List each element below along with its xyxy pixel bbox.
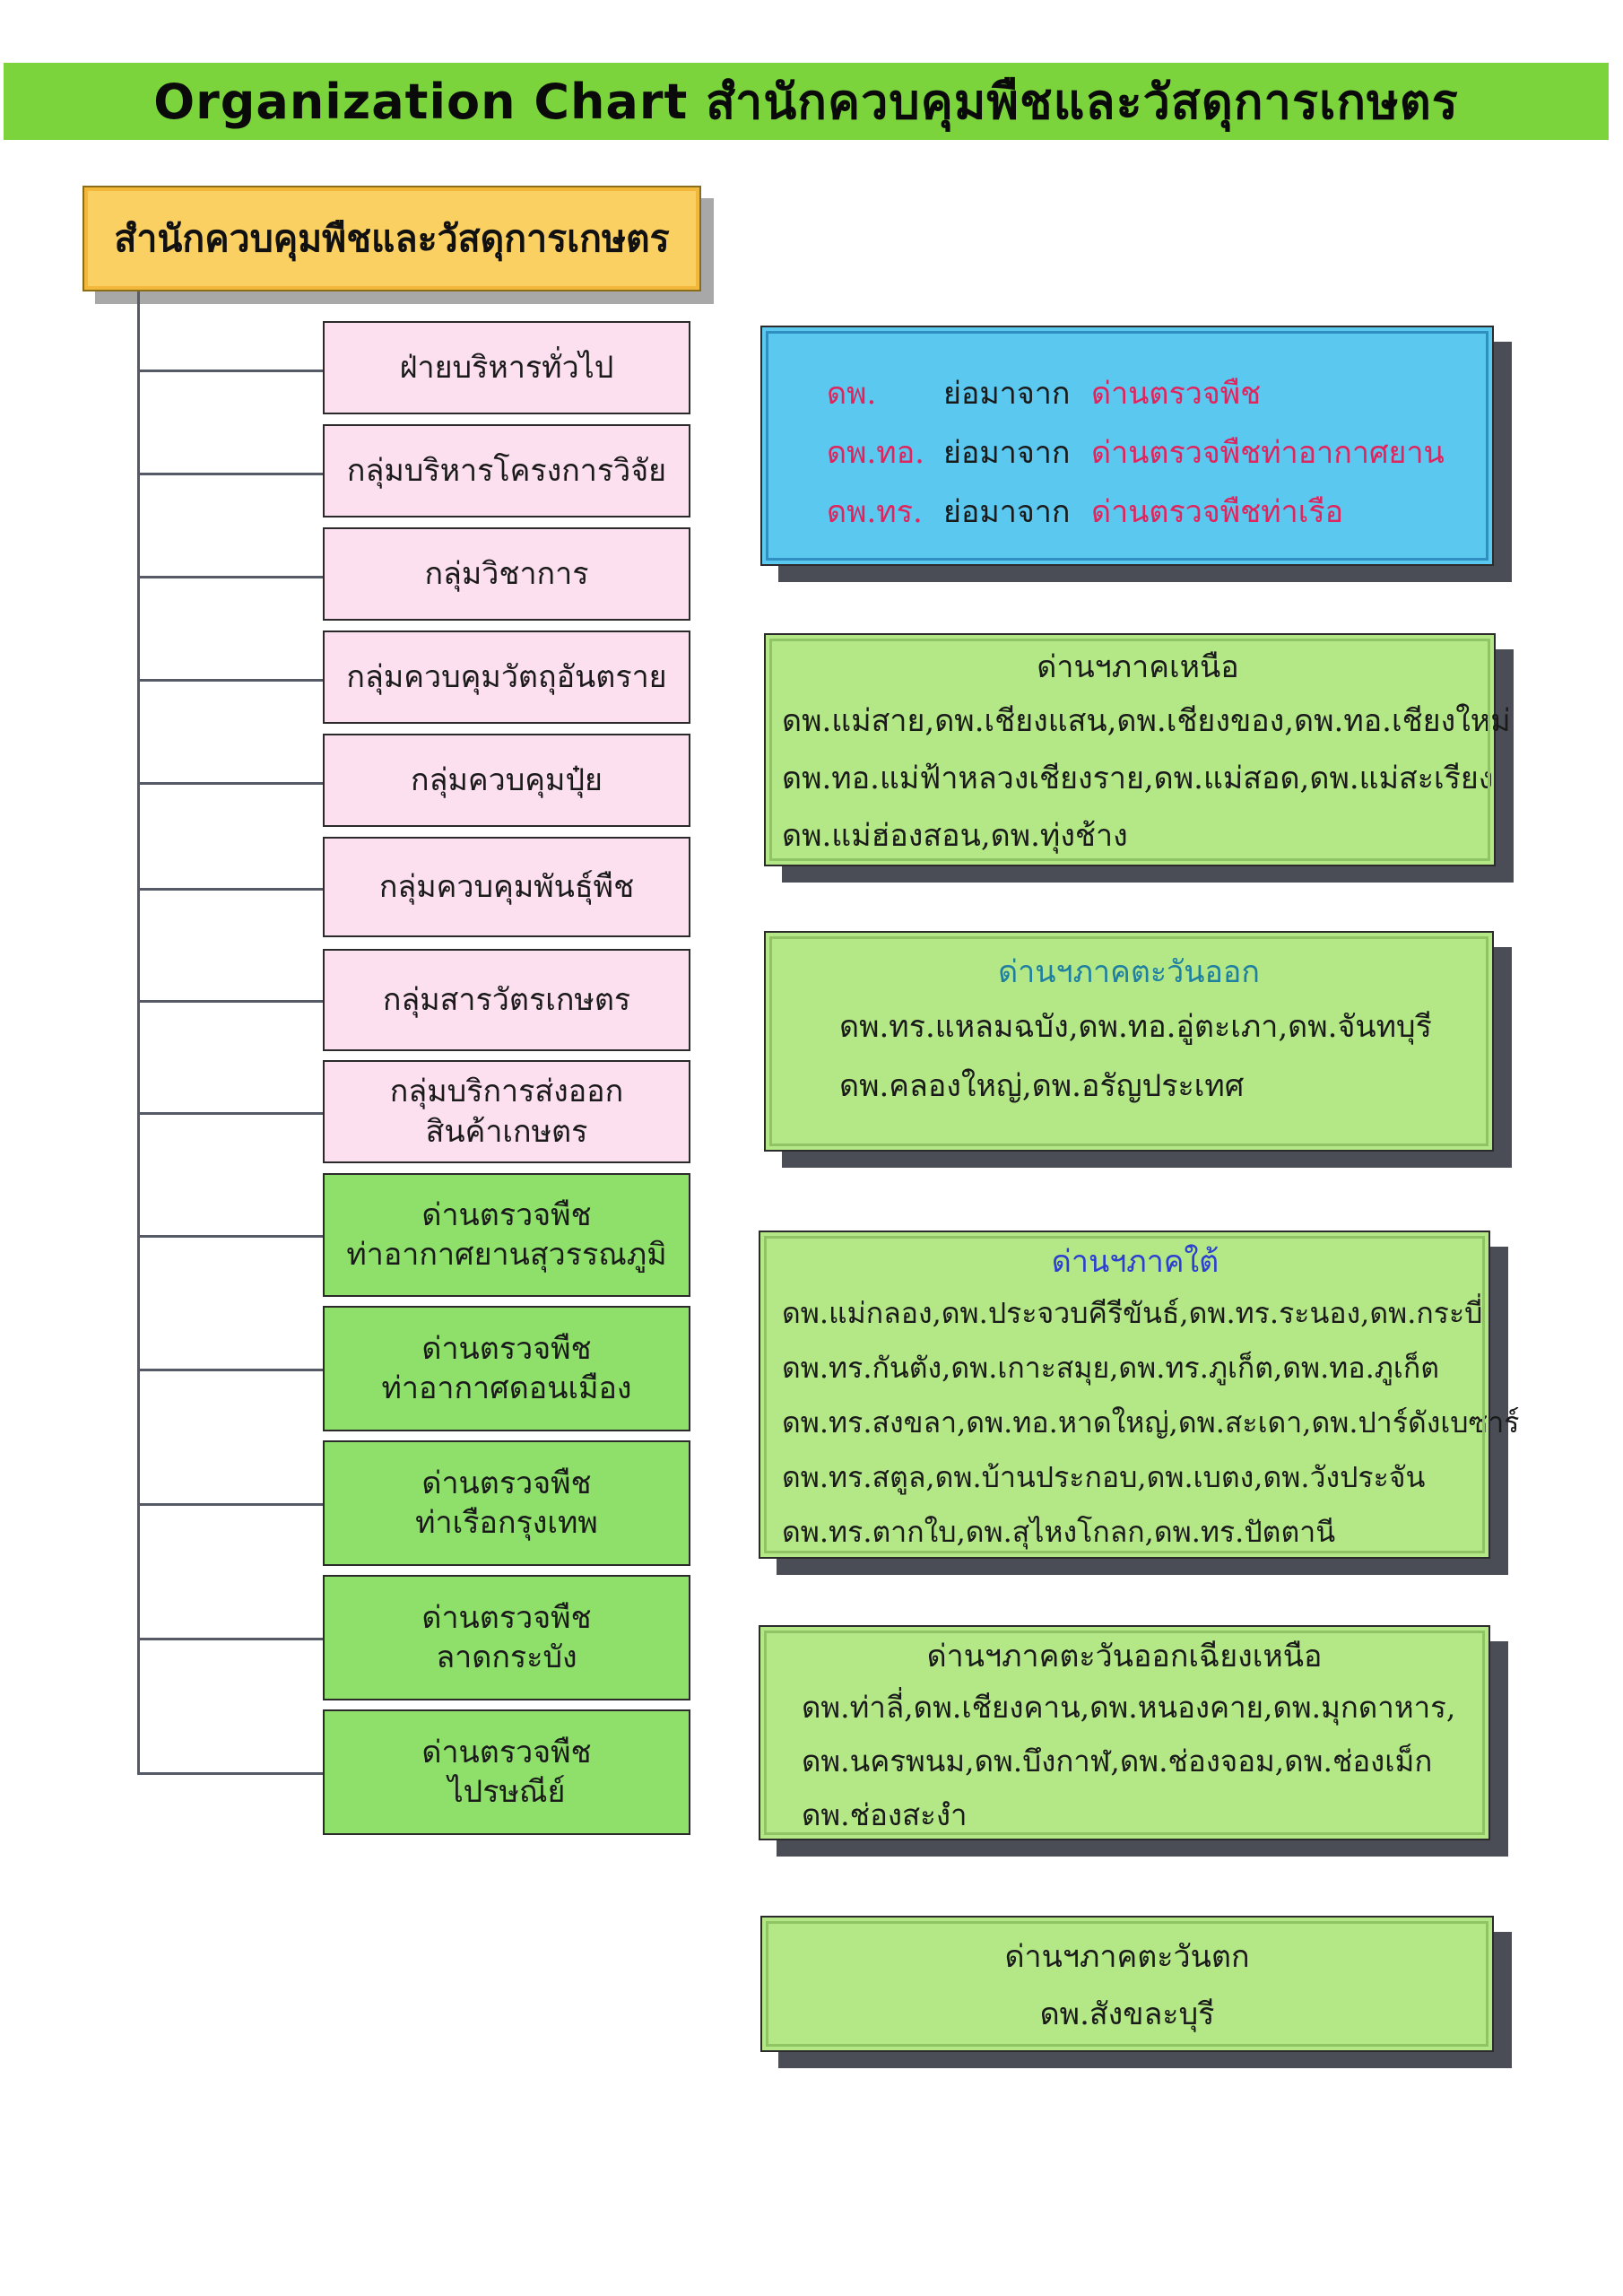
org-unit-line: กลุ่มควบคุมปุ๋ย: [411, 761, 603, 798]
org-branch-line: [137, 473, 323, 475]
org-branch-line: [137, 1369, 323, 1371]
org-branch-line: [137, 1000, 323, 1003]
region-line: ดพ.ท่าลี่,ดพ.เชียงคาน,ดพ.หนองคาย,ดพ.มุกดาหาร,: [802, 1690, 1456, 1725]
legend-connector: ย่อมาจาก: [943, 435, 1071, 471]
org-unit-line: ท่าอากาศดอนเมือง: [381, 1370, 632, 1406]
org-unit-line: กลุ่มบริหารโครงการวิจัย: [346, 452, 667, 489]
region-line: ดพ.คลองใหญ่,ดพ.อรัญประเทศ: [839, 1068, 1245, 1104]
legend-connector: ย่อมาจาก: [943, 376, 1071, 412]
org-branch-line: [137, 679, 323, 682]
region-title: ด่านฯภาคใต้: [1051, 1244, 1219, 1280]
region-title: ด่านฯภาคตะวันออกเฉียงเหนือ: [926, 1639, 1323, 1674]
region-line: ดพ.ทร.สตูล,ดพ.บ้านประกอบ,ดพ.เบตง,ดพ.วังประจัน: [782, 1460, 1426, 1494]
region-panel-south: [759, 1231, 1520, 1559]
org-unit-line: กลุ่มควบคุมพันธุ์พืช: [378, 868, 635, 905]
region-line: ดพ.นครพนม,ดพ.บึงกาฬ,ดพ.ช่องจอม,ดพ.ช่องเม็ก: [802, 1744, 1433, 1779]
org-unit: [323, 837, 690, 937]
org-unit-line: กลุ่มบริการส่งออก: [389, 1074, 624, 1110]
org-branch-line: [137, 782, 323, 785]
org-branch-line: [137, 1503, 323, 1506]
legend-connector: ย่อมาจาก: [943, 494, 1071, 530]
org-branch-line: [137, 1772, 323, 1775]
region-line: ดพ.ทอ.แม่ฟ้าหลวงเชียงราย,ดพ.แม่สอด,ดพ.แม่สะเรียง: [782, 761, 1494, 796]
org-unit-line: ท่าอากาศยานสุวรรณภูมิ: [346, 1237, 667, 1273]
legend-abbr: ดพ.: [827, 376, 877, 412]
org-unit-line: กลุ่มสารวัตรเกษตร: [382, 981, 631, 1018]
region-line: ดพ.สังขละบุรี: [1039, 1996, 1215, 2032]
chart-title: Organization Chart สำนักควบคุมพืชและวัสดุการเกษตร: [153, 74, 1459, 130]
region-line: ดพ.ทร.แหลมฉบัง,ดพ.ทอ.อู่ตะเภา,ดพ.จันทบุรี: [839, 1009, 1432, 1045]
region-panel-west: [760, 1916, 1494, 2052]
org-unit-line: ด่านตรวจพืช: [421, 1196, 592, 1233]
legend-abbr: ดพ.ทร.: [827, 494, 923, 530]
root-node: [82, 186, 701, 291]
org-unit-line: ด่านตรวจพืช: [421, 1465, 592, 1501]
region-panel-north: [764, 633, 1511, 866]
org-unit: [323, 1440, 690, 1566]
region-panel-northeast: [759, 1625, 1490, 1840]
org-unit: [323, 321, 690, 414]
org-branch-line: [137, 1638, 323, 1640]
legend-row: [827, 482, 1492, 541]
region-line: ดพ.ทร.ตากใบ,ดพ.สุไหงโกลก,ดพ.ทร.ปัตตานี: [782, 1515, 1336, 1549]
org-branch-line: [137, 1235, 323, 1238]
org-branch-line: [137, 370, 323, 372]
org-unit: [323, 1060, 690, 1163]
abbreviation-legend: [760, 326, 1494, 566]
org-unit-line: ด่านตรวจพืช: [421, 1734, 592, 1770]
org-unit-line: ลาดกระบัง: [436, 1639, 577, 1675]
org-unit: [323, 1709, 690, 1835]
org-unit: [323, 734, 690, 827]
title-banner: [4, 63, 1609, 140]
org-unit: [323, 631, 690, 724]
org-unit: [323, 1173, 690, 1297]
region-line: ดพ.แม่กลอง,ดพ.ประจวบคีรีขันธ์,ดพ.ทร.ระนอง,ดพ.กระบี่: [782, 1296, 1483, 1330]
legend-abbr: ดพ.ทอ.: [827, 435, 924, 471]
org-unit-line: ท่าเรือกรุงเทพ: [415, 1505, 598, 1541]
org-unit-line: กลุ่มวิชาการ: [424, 555, 589, 592]
legend-row: [827, 422, 1492, 482]
region-panel-east: [764, 931, 1494, 1152]
region-title: ด่านฯภาคเหนือ: [1037, 649, 1239, 685]
org-unit-line: ด่านตรวจพืช: [421, 1599, 592, 1636]
region-line: ดพ.ช่องสะงำ: [802, 1797, 968, 1832]
region-line: ดพ.แม่สาย,ดพ.เชียงแสน,ดพ.เชียงของ,ดพ.ทอ.เชียงใหม่: [782, 703, 1511, 739]
org-branch-line: [137, 888, 323, 891]
org-branch-line: [137, 576, 323, 578]
org-unit: [323, 424, 690, 517]
org-unit: [323, 1306, 690, 1431]
region-line: ดพ.ทร.กันตัง,ดพ.เกาะสมุย,ดพ.ทร.ภูเก็ต,ดพ.ทอ.ภูเก็ต: [782, 1351, 1439, 1385]
org-unit-line: ไปรษณีย์: [447, 1774, 566, 1810]
org-unit: [323, 1575, 690, 1700]
org-unit-line: สินค้าเกษตร: [425, 1113, 588, 1150]
region-title: ด่านฯภาคตะวันออก: [998, 954, 1260, 990]
legend-row: [827, 363, 1492, 422]
org-unit-line: ฝ่ายบริหารทั่วไป: [399, 349, 614, 386]
region-line: ดพ.แม่ฮ่องสอน,ดพ.ทุ่งช้าง: [782, 818, 1128, 854]
org-unit-line: กลุ่มควบคุมวัตถุอันตราย: [346, 658, 667, 695]
org-unit: [323, 527, 690, 621]
org-unit-line: ด่านตรวจพืช: [421, 1330, 592, 1367]
org-branch-line: [137, 1112, 323, 1115]
root-node-label: สำนักควบคุมพืชและวัสดุการเกษตร: [114, 216, 670, 260]
region-title: ด่านฯภาคตะวันตก: [1004, 1939, 1250, 1975]
org-unit: [323, 949, 690, 1051]
org-spine-line: [137, 291, 140, 1774]
region-line: ดพ.ทร.สงขลา,ดพ.ทอ.หาดใหญ่,ดพ.สะเดา,ดพ.ปาร์ดังเบซาร์: [782, 1405, 1520, 1439]
legend-full: ด่านตรวจพืชท่าเรือ: [1091, 494, 1344, 530]
legend-full: ด่านตรวจพืชท่าอากาศยาน: [1091, 435, 1445, 471]
legend-full: ด่านตรวจพืช: [1091, 376, 1262, 412]
